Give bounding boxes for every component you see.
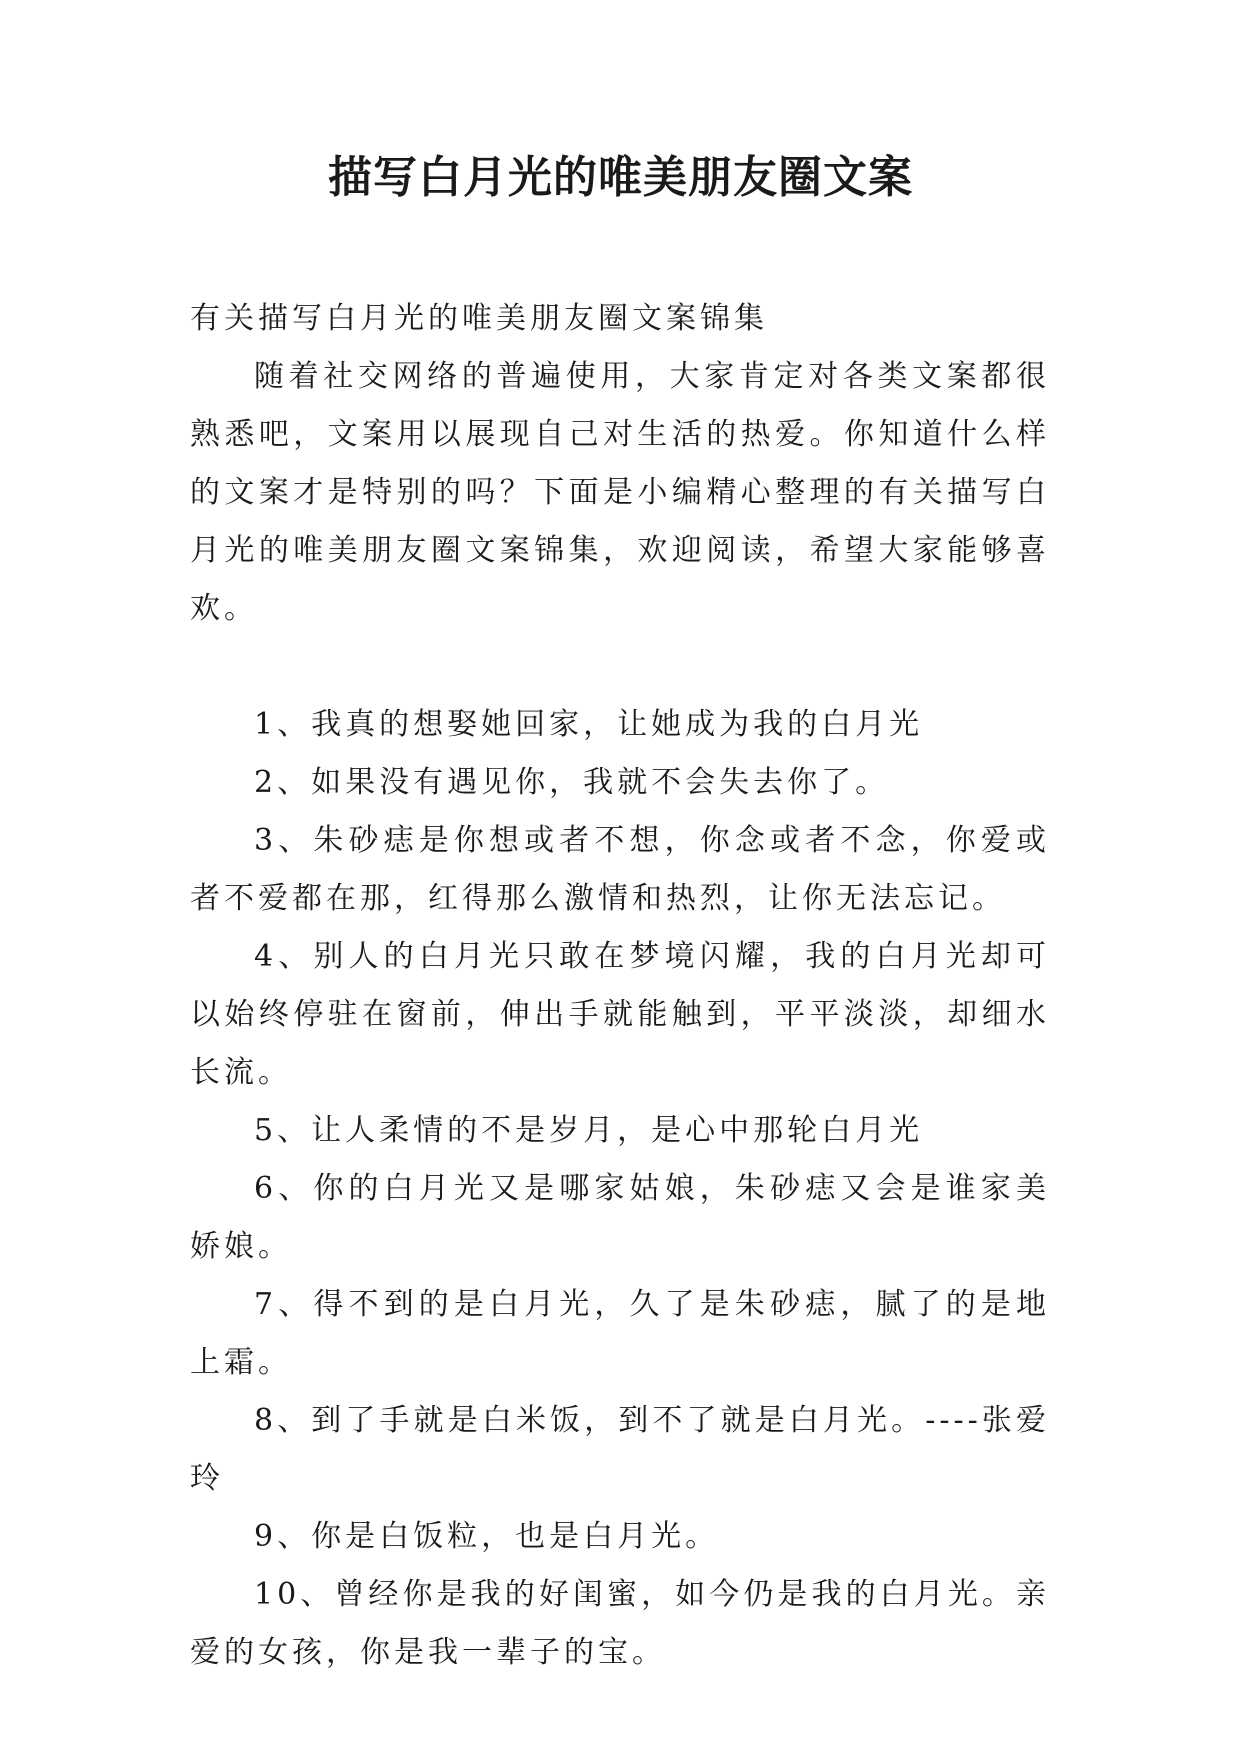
list-item: 1、我真的想娶她回家，让她成为我的白月光 <box>254 707 924 742</box>
list-item: 6、你的白月光又是哪家姑娘，朱砂痣又会是谁家美娇娘。 <box>190 1171 1050 1264</box>
list-item: 10、曾经你是我的好闺蜜，如今仍是我的白月光。亲爱的女孩，你是我一辈子的宝。 <box>190 1577 1050 1670</box>
list-item: 7、得不到的是白月光，久了是朱砂痣，腻了的是地上霜。 <box>190 1287 1050 1380</box>
paragraph-spacer <box>190 638 1050 696</box>
list-item: 2、如果没有遇见你，我就不会失去你了。 <box>254 765 890 800</box>
intro-paragraph: 随着社交网络的普遍使用，大家肯定对各类文案都很熟悉吧，文案用以展现自己对生活的热爱。你知道什么样的文案才是特别的吗？下面是小编精心整理的有关描写白月光的唯美朋友圈文案锦集，欢迎阅读，希望大家能够喜欢。 <box>190 359 1050 626</box>
document-body <box>190 290 1050 1682</box>
list-item: 8、到了手就是白米饭，到不了就是白月光。----张爱玲 <box>190 1403 1050 1496</box>
document-subtitle: 有关描写白月光的唯美朋友圈文案锦集 <box>190 301 768 336</box>
list-item: 9、你是白饭粒，也是白月光。 <box>254 1519 720 1554</box>
list-item: 4、别人的白月光只敢在梦境闪耀，我的白月光却可以始终停驻在窗前，伸出手就能触到，平平淡淡，却细水长流。 <box>190 939 1050 1090</box>
list-item: 3、朱砂痣是你想或者不想，你念或者不念，你爱或者不爱都在那，红得那么激情和热烈，让你无法忘记。 <box>190 823 1050 916</box>
list-item: 5、让人柔情的不是岁月，是心中那轮白月光 <box>254 1113 924 1148</box>
document-title: 描写白月光的唯美朋友圈文案 <box>328 152 913 203</box>
